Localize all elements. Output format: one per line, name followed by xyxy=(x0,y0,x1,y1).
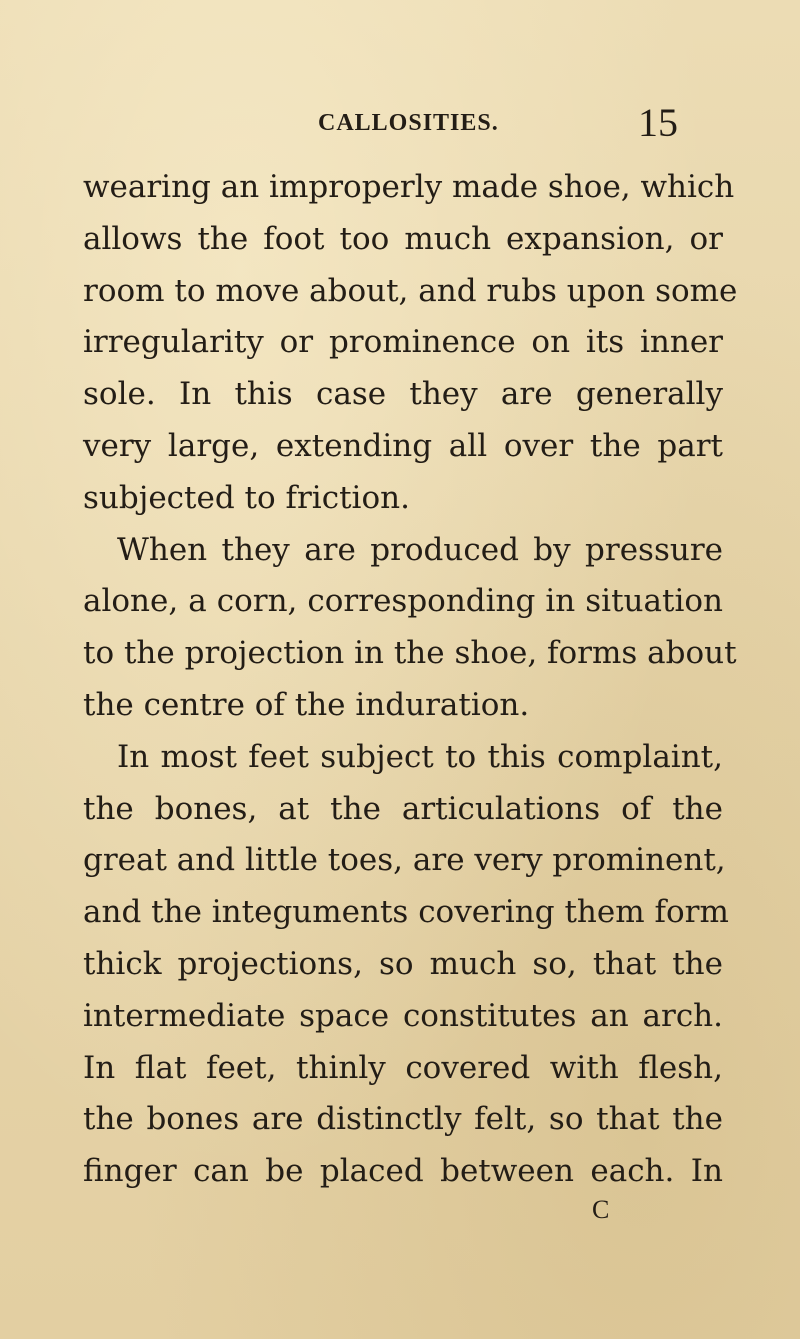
signature-mark: C xyxy=(592,1195,610,1224)
text-line: very large, extending all over the part xyxy=(83,427,723,464)
text-line: room to move about, and rubs upon some xyxy=(83,272,738,309)
text-line: In most feet subject to this complaint, xyxy=(117,738,723,775)
text-line: allows the foot too much expansion, or xyxy=(83,220,723,257)
text-line: and the integuments covering them form xyxy=(83,894,729,931)
text-line: subjected to friction. xyxy=(83,479,410,516)
text-line: the centre of the induration. xyxy=(83,686,530,723)
text-line: alone, a corn, corresponding in situation xyxy=(83,583,723,620)
text-line: finger can be placed between each. In xyxy=(83,1153,723,1190)
text-line: intermediate space constitutes an arch. xyxy=(83,997,723,1034)
text-line: irregularity or prominence on its inner xyxy=(83,324,723,361)
text-line: the bones, at the articulations of the xyxy=(83,790,723,827)
body-text xyxy=(83,162,738,1198)
text-line: wearing an improperly made shoe, which xyxy=(83,169,735,205)
text-line: sole. In this case they are generally xyxy=(83,376,723,413)
text-line: When they are produced by pressure xyxy=(117,531,723,568)
running-head xyxy=(0,100,800,146)
running-title: CALLOSITIES. xyxy=(318,110,499,136)
text-line: In flat feet, thinly covered with flesh, xyxy=(83,1049,723,1086)
text-line: to the projection in the shoe, forms about xyxy=(83,635,737,672)
page-number: 15 xyxy=(638,100,678,145)
text-line: thick projections, so much so, that the xyxy=(83,945,723,982)
text-line: great and little toes, are very prominent, xyxy=(83,842,726,879)
text-line: the bones are distinctly felt, so that the xyxy=(83,1101,723,1138)
